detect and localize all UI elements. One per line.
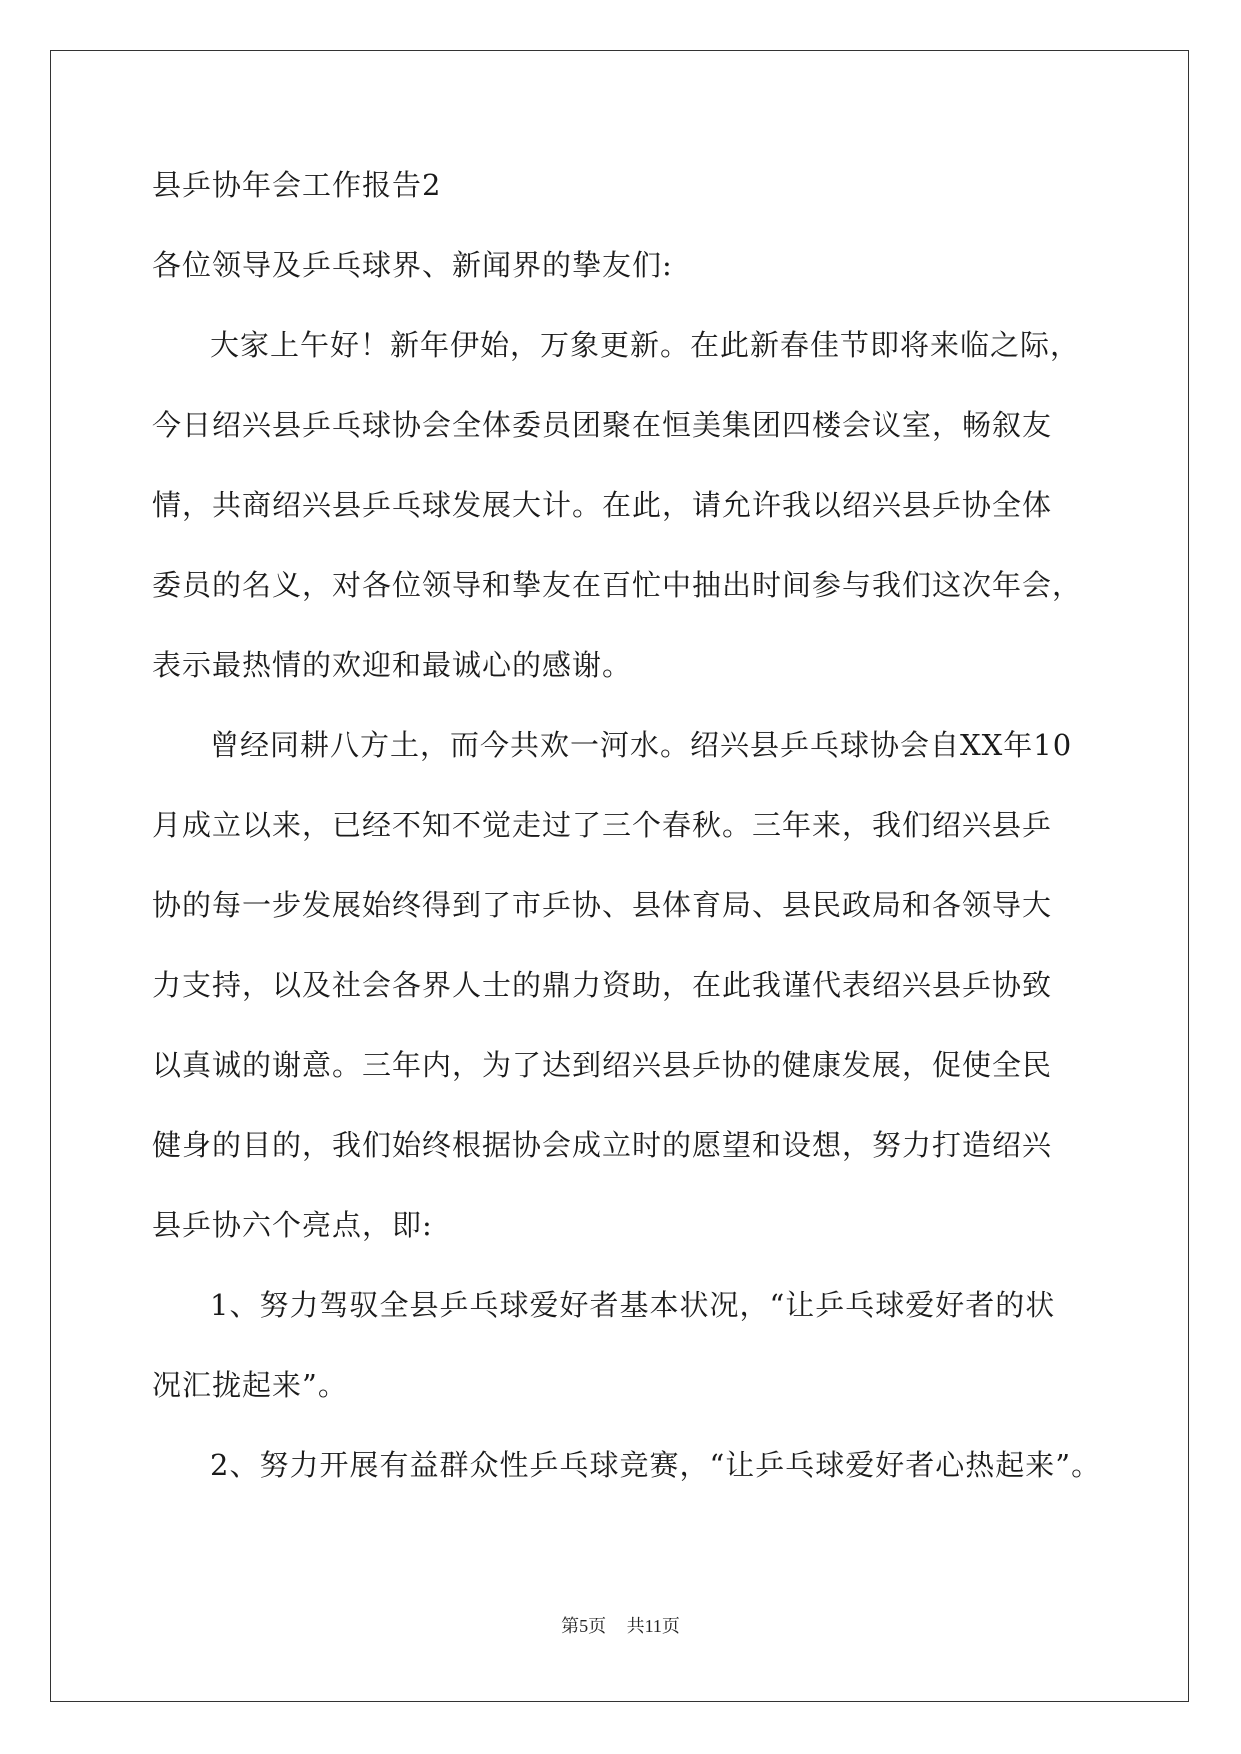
page-total: 共11页 [626,1616,680,1636]
list-item-line: 2、努力开展有益群众性乒乓球竞赛，“让乒乓球爱好者心热起来”。 [210,1448,1102,1482]
paragraph-line: 曾经同耕八方土，而今共欢一河水。绍兴县乒乓球协会自XX年10 [210,728,1073,762]
paragraph-line: 健身的目的，我们始终根据协会成立时的愿望和设想，努力打造绍兴 [152,1128,1053,1162]
list-item-line: 况汇拢起来”。 [152,1368,348,1402]
document-title: 县乒协年会工作报告2 [152,168,442,202]
paragraph-line: 月成立以来，已经不知不觉走过了三个春秋。三年来，我们绍兴县乒 [152,808,1053,842]
paragraph-line: 以真诚的谢意。三年内，为了达到绍兴县乒协的健康发展，促使全民 [152,1048,1053,1082]
paragraph-line: 力支持，以及社会各界人士的鼎力资助，在此我谨代表绍兴县乒协致 [152,968,1053,1002]
paragraph-line: 协的每一步发展始终得到了市乒协、县体育局、县民政局和各领导大 [152,888,1053,922]
document-body [152,165,1102,1525]
paragraph-line: 县乒协六个亮点，即: [152,1208,433,1242]
page-footer [0,1612,1241,1638]
salutation-line: 各位领导及乒乓球界、新闻界的挚友们: [152,248,673,282]
paragraph-line: 情，共商绍兴县乒乓球发展大计。在此，请允许我以绍兴县乒协全体 [152,488,1053,522]
list-item-line: 1、努力驾驭全县乒乓球爱好者基本状况，“让乒乓球爱好者的状 [210,1288,1056,1322]
paragraph-line: 今日绍兴县乒乓球协会全体委员团聚在恒美集团四楼会议室，畅叙友 [152,408,1053,442]
paragraph-line: 表示最热情的欢迎和最诚心的感谢。 [152,648,633,682]
paragraph-line: 大家上午好！新年伊始，万象更新。在此新春佳节即将来临之际， [210,328,1081,362]
paragraph-line: 委员的名义，对各位领导和挚友在百忙中抽出时间参与我们这次年会， [152,568,1083,602]
page-number: 第5页 [561,1616,607,1636]
